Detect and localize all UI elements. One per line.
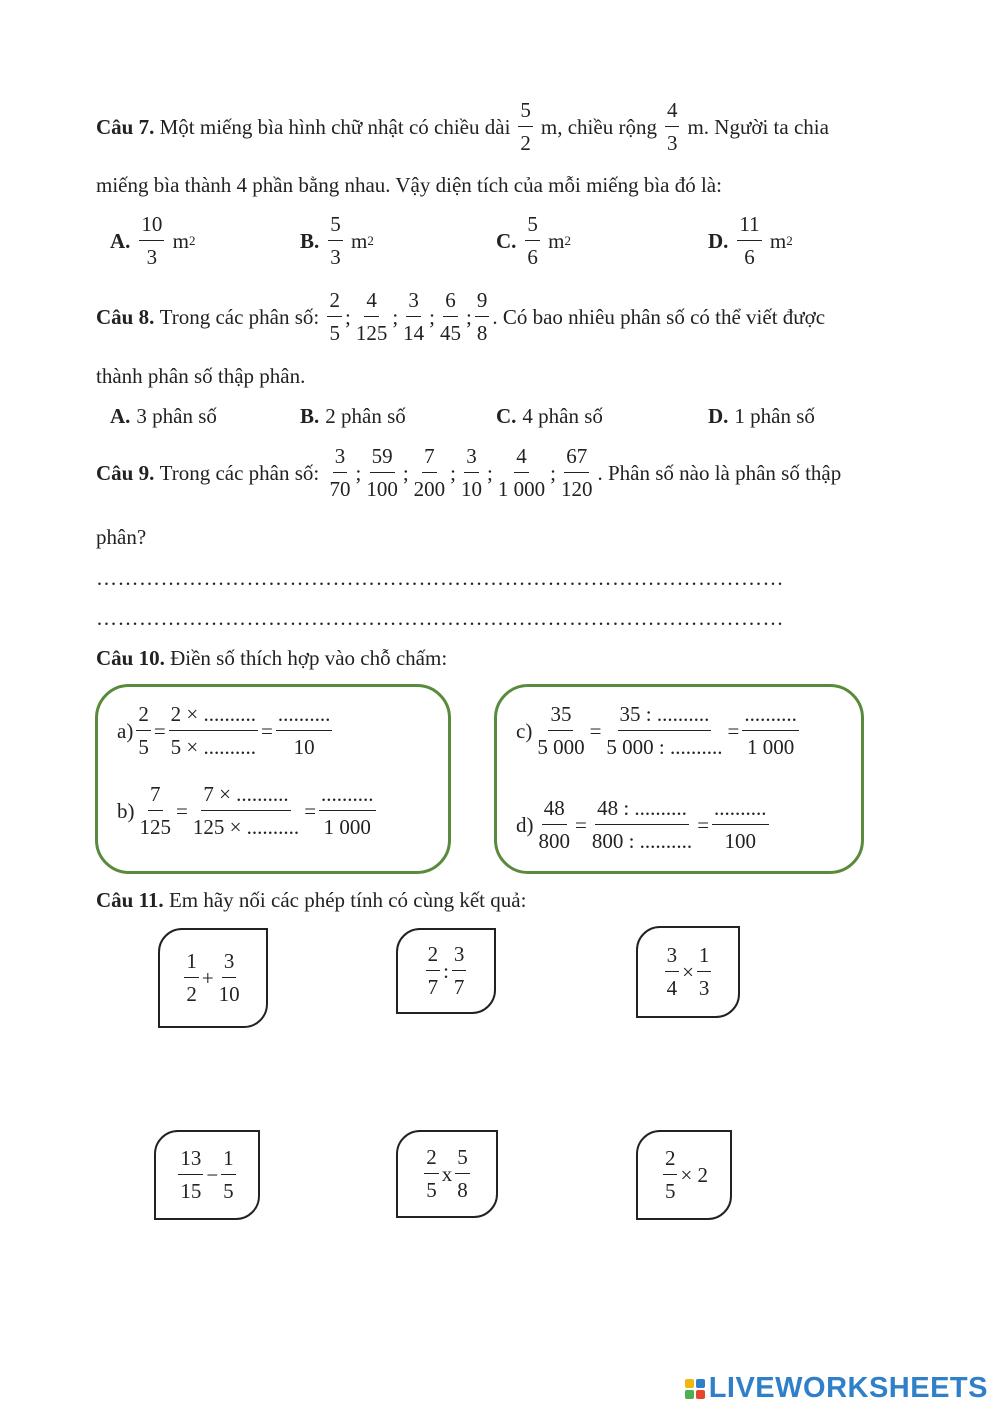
q11-card-6[interactable]: $\frac{2}{5}$ × 2	[636, 1130, 732, 1220]
q11-card-1[interactable]: $\frac{1}{2}$ + $\frac{3}{10}$	[158, 928, 268, 1028]
q7-option-a[interactable]: A. $\frac{10}{3}$ m 2	[110, 212, 196, 269]
q10-d-blank[interactable]: $\frac{48 : ..........}{800 : ..........}$	[591, 796, 693, 853]
q10-item-a: a) $\frac{2}{5}$ = $\frac{2 \times ..........}{5 \times ..........}$ = $\frac{..........}{10}$	[117, 702, 331, 759]
logo-mark-icon	[685, 1379, 705, 1399]
q7-line2: miếng bìa thành 4 phần bằng nhau. Vậy diện tích của mỗi miếng bìa đó là:	[96, 173, 722, 197]
q9-line2: phân?	[96, 525, 147, 549]
q11-card-3[interactable]: $\frac{3}{4}$ × $\frac{1}{3}$	[636, 926, 740, 1018]
logo-text: LIVEWORKSHEETS	[708, 1372, 988, 1404]
q10-b-result-blank[interactable]: $\frac{..........}{1 000}$	[321, 782, 374, 839]
q11-card-5[interactable]: $\frac{2}{5}$ x $\frac{5}{8}$	[396, 1130, 498, 1218]
q10-c-blank[interactable]: $\frac{35 : ..........}{5 000 : ..........}$	[606, 702, 723, 759]
q11-card-2[interactable]: $\frac{2}{7}$ : $\frac{3}{7}$	[396, 928, 496, 1014]
q8-fraction: $\frac{2}{5}$	[329, 288, 340, 345]
q8-fraction: $\frac{3}{14}$	[403, 288, 425, 345]
q7-option-c[interactable]: C. $\frac{5}{6}$ m 2	[496, 212, 572, 269]
q9-line1: Câu 9. Trong các phân số: $\frac{3}{70}$ ; $\frac{59}{100}$ ; $\frac{7}{200}$ ; $\frac{3}{10}$ ; $\frac{4}{1 000}$ ; $\frac{67}{120}$ . Phân số nào là phân số thập	[96, 444, 842, 501]
q10-heading: Câu 10. Điền số thích hợp vào chỗ chấm:	[96, 646, 448, 670]
q10-label: Câu 10.	[96, 646, 165, 670]
q10-item-b: b) $\frac{7}{125}$ = $\frac{7 \times ..........}{125 \times ..........}$ = $\frac{..........}{1 000}$	[117, 782, 374, 839]
q8-line2: thành phân số thập phân.	[96, 364, 306, 388]
q11-label: Câu 11.	[96, 888, 164, 912]
q8-fraction: $\frac{4}{125}$	[355, 288, 388, 345]
q10-b-blank[interactable]: $\frac{7 \times ..........}{125 \times ..........}$	[192, 782, 300, 839]
q9-fraction: $\frac{3}{10}$	[461, 444, 483, 501]
q9-label: Câu 9.	[96, 460, 155, 485]
q10-item-d: d) $\frac{48}{800}$ = $\frac{48 : ..........}{800 : ..........}$ = $\frac{..........}{100}$	[516, 796, 767, 853]
q7-text1: Một miếng bìa hình chữ nhật có chiều dài	[159, 114, 511, 139]
q9-answer-line-1[interactable]: ……………………………………………………………………………………	[96, 566, 784, 590]
q10-item-c: c) $\frac{35}{5 000}$ = $\frac{35 : ..........}{5 000 : ..........}$ = $\frac{..........}{1 000}$	[516, 702, 797, 759]
q8-label: Câu 8.	[96, 304, 155, 329]
q7-option-d[interactable]: D. $\frac{11}{6}$ m 2	[708, 212, 793, 269]
q7-line1	[96, 100, 829, 154]
q8-option-c[interactable]: C. 4 phân số	[496, 404, 603, 428]
q9-answer-line-2[interactable]: ……………………………………………………………………………………	[96, 606, 784, 630]
q10-d-result-blank[interactable]: $\frac{..........}{100}$	[714, 796, 767, 853]
q11-card-4[interactable]: $\frac{13}{15}$ − $\frac{1}{5}$	[154, 1130, 260, 1220]
q7-option-b[interactable]: B. $\frac{5}{3}$ m 2	[300, 212, 374, 269]
q7-label: Câu 7.	[96, 114, 155, 139]
q10-c-result-blank[interactable]: $\frac{..........}{1 000}$	[744, 702, 797, 759]
q10-a-blank[interactable]: $\frac{2 \times ..........}{5 \times ..........}$	[170, 702, 257, 759]
q10-a-result-blank[interactable]: $\frac{..........}{10}$	[277, 702, 331, 759]
q9-fraction: $\frac{59}{100}$	[366, 444, 398, 501]
q8-fraction: $\frac{6}{45}$	[440, 288, 462, 345]
liveworksheets-logo[interactable]	[685, 1372, 988, 1405]
q7-length-fraction: $\frac{5}{2}$	[520, 98, 531, 155]
q8-option-a[interactable]: A. 3 phân số	[110, 404, 217, 428]
q8-fraction: $\frac{9}{8}$	[476, 288, 488, 345]
q9-fraction: $\frac{7}{200}$	[413, 444, 446, 501]
q8-option-d[interactable]: D. 1 phân số	[708, 404, 815, 428]
q7-text2: m, chiều rộng	[540, 114, 657, 139]
q8-option-b[interactable]: B. 2 phân số	[300, 404, 406, 428]
q9-fraction: $\frac{4}{1 000}$	[497, 444, 546, 501]
q7-width-fraction: $\frac{4}{3}$	[666, 98, 678, 155]
q9-fraction: $\frac{67}{120}$	[560, 444, 593, 501]
q9-fraction: $\frac{3}{70}$	[329, 444, 351, 501]
q8-line1: Câu 8. Trong các phân số: $\frac{2}{5}$ ; $\frac{4}{125}$ ; $\frac{3}{14}$ ; $\frac{6}{45}$ ; $\frac{9}{8}$ . Có bao nhiêu phân số có thể viết được	[96, 288, 826, 345]
q11-heading: Câu 11. Em hãy nối các phép tính có cùng kết quả:	[96, 888, 527, 912]
q7-text3: m. Người ta chia	[687, 114, 829, 139]
